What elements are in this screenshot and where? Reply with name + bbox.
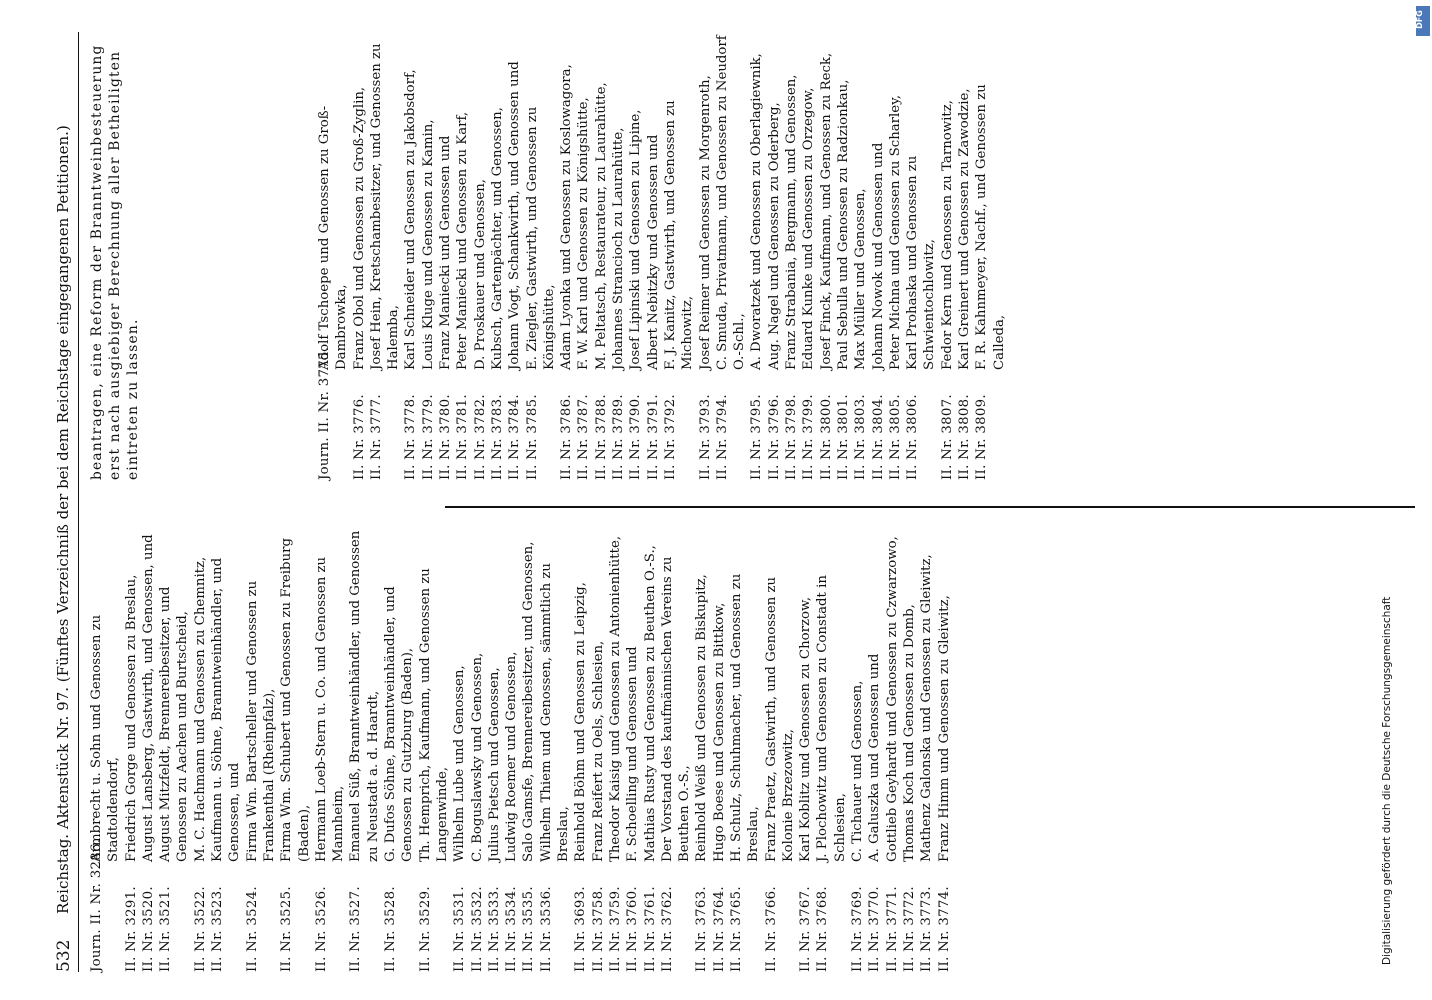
petitioner-text: Franz Reifert zu Oels, Schlesien, xyxy=(590,640,606,862)
petitioner-text: Franz Strabania, Bergmann, und Genossen, xyxy=(784,74,800,370)
journal-number: II. Nr. 3785. xyxy=(524,394,540,480)
petition-entry xyxy=(849,527,866,972)
petitioner-text: Johannes Strancioch zu Laurahütte, xyxy=(611,127,627,370)
journal-number: II. Nr. 3770. xyxy=(867,886,883,972)
petition-entry xyxy=(472,30,489,480)
petition-entry xyxy=(558,30,575,480)
petitioner-text: E. Ziegler, Gastwirth, und Genossen zu Königshütte, xyxy=(524,106,557,370)
petition-entry xyxy=(347,527,382,972)
journal-number: II. Nr. 3523. xyxy=(210,886,226,972)
journal-number: II. Nr. 3522. xyxy=(192,886,208,972)
petitioner-text: Franz Himm und Genossen zu Gleiwitz, xyxy=(936,595,952,862)
petition-entry xyxy=(486,527,503,972)
petitioner-text: Albert Nebitzky und Genossen und xyxy=(645,134,661,370)
petition-entry xyxy=(800,30,817,480)
petitioner-text: Josef Reimer und Genossen zu Morgenroth, xyxy=(697,75,713,370)
petitioner-text: Karl Schneider und Genossen zu Jakobsdorf, xyxy=(403,69,419,370)
petitioner-text: Firma Wm. Bartscheller und Genossen zu Frankenthal (Rheinpfalz), xyxy=(244,580,277,862)
petition-entry xyxy=(714,30,749,480)
petition-entry xyxy=(503,527,520,972)
journal-number: II. Nr. 3769. xyxy=(850,886,866,972)
petition-entry xyxy=(607,527,624,972)
journal-number: II. Nr. 3794. xyxy=(714,394,730,480)
journal-number: II. Nr. 3795. xyxy=(749,394,765,480)
petition-entry xyxy=(918,527,935,972)
petitioner-text: Karl Greinert und Genossen zu Zawodzie, xyxy=(956,88,972,370)
petition-entry xyxy=(887,30,904,480)
journal-number: II. Nr. 3800. xyxy=(818,394,834,480)
journal-number: II. Nr. 3763. xyxy=(694,886,710,972)
petitioner-text: Josef Finck, Kaufmann, und Genossen zu Reck, xyxy=(818,52,834,370)
petitioner-text: Hugo Boese und Genossen zu Bittkow, xyxy=(711,602,727,862)
journal-number: II. Nr. 3796. xyxy=(766,394,782,480)
petitioner-text: F. W. Karl und Genossen zu Königshütte, xyxy=(576,97,592,370)
journal-number: II. Nr. 3779. xyxy=(420,394,436,480)
journal-number: II. Nr. 3809. xyxy=(974,394,990,480)
petition-entry xyxy=(538,527,573,972)
petition-entry xyxy=(192,527,209,972)
journal-number: II. Nr. 3780. xyxy=(438,394,454,480)
petitioner-text: Wilhelm Thiem und Genossen, sämmtlich zu Breslau, xyxy=(538,563,572,862)
petitioner-text: August Lansberg, Gastwirth, und Genossen, und xyxy=(140,534,156,862)
journal-number: II. Nr. 3760. xyxy=(625,886,641,972)
journal-number: II. Nr. 3791. xyxy=(645,394,661,480)
petition-entry xyxy=(852,30,869,480)
petition-entry xyxy=(904,30,939,480)
journal-number: II. Nr. 3767. xyxy=(798,886,814,972)
petitioner-text: C. Smuda, Privatmann, und Genossen zu Neudorf O.-Schl., xyxy=(714,35,748,370)
journal-number: II. Nr. 3528. xyxy=(383,886,399,972)
dfg-logo-text: DFG xyxy=(1414,10,1424,29)
petitioner-text: Reinhold Böhm und Genossen zu Leipzig, xyxy=(573,582,589,862)
page-header xyxy=(52,32,79,972)
journal-number: II. Nr. 3526. xyxy=(313,886,329,972)
petitioner-text: D. Proskauer und Genossen, xyxy=(472,178,488,370)
journal-number: II. Nr. 3783. xyxy=(489,394,505,480)
journal-number: II. Nr. 3532. xyxy=(469,886,485,972)
journal-number: Journ. II. Nr. 3775. xyxy=(317,346,332,480)
petitioner-text: Peter Michna und Genossen zu Scharley, xyxy=(887,94,903,370)
petition-entry xyxy=(697,30,714,480)
left-column xyxy=(88,527,953,972)
right-column xyxy=(88,30,1008,480)
petition-entry xyxy=(766,30,783,480)
petition-entry xyxy=(818,30,835,480)
journal-number: II. Nr. 3801. xyxy=(835,394,851,480)
petitioner-text: Hermann Loeb-Stern u. Co. und Genossen zu Mannheim, xyxy=(313,556,347,862)
journal-number: II. Nr. 3805. xyxy=(887,394,903,480)
journal-number: II. Nr. 3778. xyxy=(403,394,419,480)
petitioner-text: C. Boguslawsky und Genossen, xyxy=(469,652,485,862)
journal-number: II. Nr. 3768. xyxy=(815,886,831,972)
petition-entry xyxy=(278,527,313,972)
petition-entry xyxy=(624,527,641,972)
petitioner-text: Adolf Tschoepe und Genossen zu Groß-Dambrowka, xyxy=(317,105,350,370)
journal-number: II. Nr. 3786. xyxy=(559,394,575,480)
petitioner-text: Karl Koblitz und Genossen zu Chorzow, xyxy=(798,596,814,862)
petition-entry xyxy=(939,30,956,480)
petitioner-text: A. Galuszka und Genossen und xyxy=(867,653,883,862)
petitioner-text: Gottlieb Geyhardt und Genossen zu Czwarzowo, xyxy=(884,536,900,862)
petitioner-text: Mathias Rusty und Genossen zu Beuthen O.-S., xyxy=(642,545,658,862)
petition-entry xyxy=(420,30,437,480)
petition-entry xyxy=(662,30,697,480)
petition-entry xyxy=(783,30,800,480)
petitioner-text: A. Dworatzek und Genossen zu Oberlagiewnik, xyxy=(749,53,765,370)
petitioner-text: Josef Hein, Kretschambesitzer, und Genossen zu Halemba, xyxy=(368,43,402,370)
petitioner-text: Ludwig Roemer und Genossen, xyxy=(504,651,520,862)
journal-number: II. Nr. 3521. xyxy=(158,886,174,972)
petitioner-text: F. Schoelling und Genossen und xyxy=(625,646,641,862)
petitioner-text: Friedrich Gorge und Genossen zu Breslau, xyxy=(123,574,139,862)
petition-entry xyxy=(814,527,849,972)
petition-request-text: beantragen, eine Reform der Branntweinbesteuerung erst nach ausgiebiger Berechnung aller Betheiligten eintreten zu lassen. xyxy=(89,44,141,480)
journal-number: II. Nr. 3525. xyxy=(279,886,295,972)
petition-entry xyxy=(575,30,592,480)
petition-entry xyxy=(402,30,419,480)
petitioner-text: Louis Kluge und Genossen zu Kamin, xyxy=(420,119,436,370)
journal-number: II. Nr. 3774. xyxy=(936,886,952,972)
funding-sidebar xyxy=(1375,0,1397,1000)
petitioner-text: August Mitzfeldt, Brennereibesitzer, und Genossen zu Aachen und Burtscheid, xyxy=(158,586,191,862)
journal-number: II. Nr. 3808. xyxy=(956,394,972,480)
journal-number: II. Nr. 3792. xyxy=(662,394,678,480)
petitioner-text: Kaufmann u. Söhne, Branntweinhändler, und Genossen, und xyxy=(210,557,243,862)
petitioner-text: Mathenz Galonska und Genossen zu Gleiwitz, xyxy=(919,554,935,862)
petitioner-text: Reinhold Weiß und Genossen zu Biskupitz, xyxy=(694,574,710,862)
journal-number: II. Nr. 3764. xyxy=(711,886,727,972)
journal-number: II. Nr. 3527. xyxy=(348,886,364,972)
journal-number: II. Nr. 3531. xyxy=(452,886,468,972)
petitioner-text: Der Vorstand des kaufmännischen Vereins zu Beuthen O.-S., xyxy=(659,556,693,862)
petitioner-text: Johann Nowok und Genossen und xyxy=(870,142,886,370)
petition-entry xyxy=(973,30,1008,480)
running-title: Reichstag. Aktenstück Nr. 97. (Fünftes Verzeichniß der bei dem Reichstage eingegangenen Petitionen.) xyxy=(54,125,72,914)
petition-entry xyxy=(627,30,644,480)
journal-number: II. Nr. 3772. xyxy=(901,886,917,972)
petition-entry xyxy=(520,527,537,972)
petition-entry xyxy=(316,30,351,480)
petition-entry xyxy=(437,30,454,480)
dfg-logo xyxy=(1416,6,1430,36)
petitioner-text: Max Müller und Genossen, xyxy=(853,188,869,370)
petition-entry xyxy=(417,527,452,972)
journal-number: II. Nr. 3784. xyxy=(507,394,523,480)
journal-number: II. Nr. 3777. xyxy=(368,394,384,480)
petitioner-text: Armbrecht u. Sohn und Genossen zu Stadtoldendorf, xyxy=(89,614,122,862)
journal-number: II. Nr. 3520. xyxy=(140,886,156,972)
journal-number: II. Nr. 3766. xyxy=(763,886,779,972)
petitioner-text: J. Plochowitz und Genossen zu Constadt in Schlesien, xyxy=(815,575,848,862)
petition-entry xyxy=(506,30,523,480)
petitioner-text: Julius Pietsch und Genossen, xyxy=(486,667,502,862)
petitioner-text: Johann Vogt, Schankwirth, und Genossen und xyxy=(507,61,523,370)
petition-entry xyxy=(368,30,403,480)
petition-entry xyxy=(936,527,953,972)
journal-number: II. Nr. 3782. xyxy=(472,394,488,480)
journal-number: II. Nr. 3799. xyxy=(801,394,817,480)
petition-entry xyxy=(728,527,763,972)
petition-entry xyxy=(659,527,694,972)
petition-entry xyxy=(351,30,368,480)
petition-entry xyxy=(469,527,486,972)
petitioner-text: Franz Obol und Genossen zu Groß-Zyglin, xyxy=(351,86,367,370)
journal-number: Journ. II. Nr. 3286. xyxy=(89,838,104,972)
petition-entry xyxy=(956,30,973,480)
petitioner-text: Thomas Koch und Genossen zu Domb, xyxy=(901,604,917,862)
journal-number: II. Nr. 3693. xyxy=(573,886,589,972)
petitioner-text: Salo Gamsfe, Brennereibesitzer, und Genossen, xyxy=(521,541,537,862)
petitioner-text: Adam Lyonka und Genossen zu Koslowagora, xyxy=(559,64,575,370)
petitioner-text: Franz Maniecki und Genossen und xyxy=(438,135,454,370)
petition-entry xyxy=(209,527,244,972)
petitioner-text: Karl Prohaska und Genossen zu Schwientochlowitz, xyxy=(905,155,938,370)
petition-entry xyxy=(590,527,607,972)
petitioner-text: Paul Sebulla und Genossen zu Radzionkau, xyxy=(835,79,851,370)
journal-number: II. Nr. 3773. xyxy=(919,886,935,972)
funding-notice: Digitalisierung gefördert durch die Deutsche Forschungsgemeinschaft xyxy=(1381,596,1393,965)
journal-number: II. Nr. 3533. xyxy=(486,886,502,972)
petition-entry xyxy=(382,527,417,972)
petitioner-text: F. R. Kahnmeyer, Nachf., und Genossen zu Calleda, xyxy=(974,84,1007,370)
petition-entry xyxy=(866,527,883,972)
journal-number: II. Nr. 3807. xyxy=(939,394,955,480)
petition-entry xyxy=(645,30,662,480)
petitioner-text: Firma Wm. Schubert und Genossen zu Freiburg (Baden), xyxy=(279,538,312,862)
petition-entry xyxy=(642,527,659,972)
journal-number: II. Nr. 3534. xyxy=(504,886,520,972)
journal-number: II. Nr. 3806. xyxy=(905,394,921,480)
petitioner-text: Josef Lipinski und Genossen zu Lipine, xyxy=(628,109,644,370)
petition-entry xyxy=(748,30,765,480)
column-divider xyxy=(445,507,1415,509)
journal-number: II. Nr. 3789. xyxy=(611,394,627,480)
petition-entry xyxy=(593,30,610,480)
journal-number: II. Nr. 3758. xyxy=(590,886,606,972)
petitioner-text: F. J. Kanitz, Gastwirth, und Genossen zu Michowitz, xyxy=(662,100,696,370)
journal-number: II. Nr. 3788. xyxy=(593,394,609,480)
petition-entry xyxy=(313,527,348,972)
petitioner-text: H. Schulz, Schuhmacher, und Genossen zu Breslau, xyxy=(728,573,762,862)
petitioner-text: Fedor Kern und Genossen zu Tarnowitz, xyxy=(939,100,955,370)
petitioner-text: Aug. Nagel und Genossen zu Oderberg, xyxy=(766,102,782,370)
petition-entry xyxy=(901,527,918,972)
petition-entry xyxy=(244,527,279,972)
journal-number: II. Nr. 3536. xyxy=(538,886,554,972)
petitioner-text: G. Dufos Söhne, Branntweinhändler, und Genossen zu Gutzburg (Baden), xyxy=(383,586,416,862)
petition-entry xyxy=(763,527,798,972)
journal-number: II. Nr. 3524. xyxy=(244,886,260,972)
petition-entry xyxy=(454,30,471,480)
journal-number: II. Nr. 3761. xyxy=(642,886,658,972)
page-number: 532 xyxy=(54,939,74,972)
petitioner-text: M. Peltatsch, Restaurateur, zu Laurahütte, xyxy=(593,82,609,370)
petitioner-text: Kubsch, Gartenpächter, und Genossen, xyxy=(489,107,505,370)
petitioner-text: C. Tichauer und Genossen, xyxy=(850,680,866,862)
journal-number: II. Nr. 3790. xyxy=(628,394,644,480)
journal-number: II. Nr. 3771. xyxy=(884,886,900,972)
petition-entry xyxy=(693,527,710,972)
journal-number: II. Nr. 3529. xyxy=(417,886,433,972)
petition-entry xyxy=(610,30,627,480)
journal-number: II. Nr. 3803. xyxy=(853,394,869,480)
petitioner-text: Peter Maniecki und Genossen zu Karf, xyxy=(455,111,471,370)
journal-number: II. Nr. 3765. xyxy=(728,886,744,972)
petition-entry xyxy=(835,30,852,480)
journal-number: II. Nr. 3804. xyxy=(870,394,886,480)
petitioner-text: M. C. Hachmann und Genossen zu Chemnitz, xyxy=(192,556,208,862)
journal-number: II. Nr. 3759. xyxy=(607,886,623,972)
petition-entry xyxy=(123,527,140,972)
petitioner-text: Wilhelm Lube und Genossen, xyxy=(452,665,468,862)
petition-entry xyxy=(157,527,192,972)
journal-number: II. Nr. 3535. xyxy=(521,886,537,972)
petition-entry xyxy=(572,527,589,972)
journal-number: II. Nr. 3291. xyxy=(123,886,139,972)
petition-entry xyxy=(711,527,728,972)
petition-entry xyxy=(870,30,887,480)
journal-number: II. Nr. 3781. xyxy=(455,394,471,480)
journal-number: II. Nr. 3762. xyxy=(659,886,675,972)
petition-entry xyxy=(489,30,506,480)
petitioner-text: Theodor Kaisig und Genossen zu Antonienhütte, xyxy=(607,535,623,862)
petition-entry xyxy=(524,30,559,480)
petition-entry xyxy=(88,527,123,972)
journal-number: II. Nr. 3787. xyxy=(576,394,592,480)
petitioner-text: Emanuel Süß, Branntweinhändler, und Genossen zu Neustadt a. d. Haardt, xyxy=(348,530,381,862)
petition-entry xyxy=(797,527,814,972)
journal-number: II. Nr. 3793. xyxy=(697,394,713,480)
petition-entry xyxy=(884,527,901,972)
petitioner-text: Eduard Kunke und Genossen zu Orzegow, xyxy=(801,87,817,370)
petitioner-text: Franz Praetz, Gastwirth, und Genossen zu Kolonie Brzezowitz, xyxy=(763,576,796,862)
journal-number: II. Nr. 3776. xyxy=(351,394,367,480)
petition-entry xyxy=(140,527,157,972)
petitioner-text: Th. Hemprich, Kaufmann, und Genossen zu Langenwinde, xyxy=(417,568,450,862)
journal-number: II. Nr. 3798. xyxy=(784,394,800,480)
petition-entry xyxy=(451,527,468,972)
